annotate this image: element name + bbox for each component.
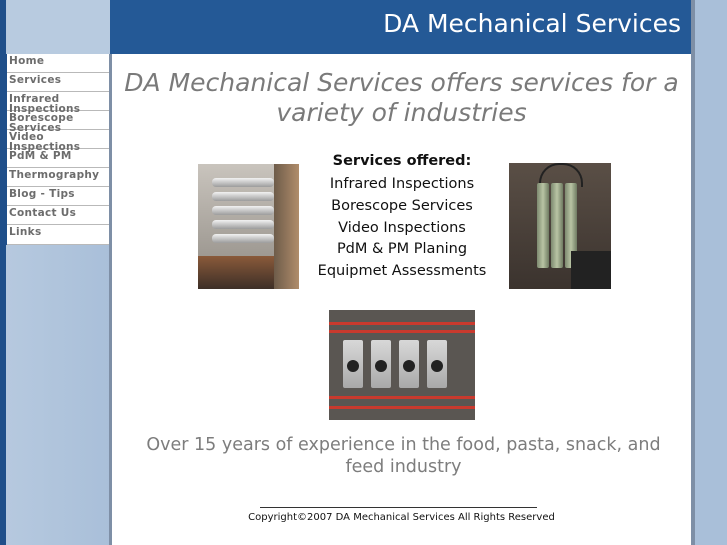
nav-item-contact-us[interactable]: Contact Us (7, 206, 109, 225)
electrical-panel-photo (329, 310, 475, 420)
service-item: Equipmet Assessments (317, 263, 487, 280)
main-content (112, 54, 691, 545)
nav-item-video-inspections[interactable]: Video Inspections (7, 130, 109, 149)
wire-shape (329, 396, 475, 399)
wire-shape (329, 406, 475, 409)
services-heading: Services offered: (332, 153, 472, 169)
dryer-base-shape (198, 256, 274, 289)
nav-item-infrared-inspections[interactable]: Infrared Inspections (7, 92, 109, 111)
copyright-notice: Copyright©2007 DA Mechanical Services All Rights Reserved (248, 512, 555, 523)
wire-shape (329, 330, 475, 333)
nav-item-services[interactable]: Services (7, 73, 109, 92)
knob-shape (347, 360, 359, 372)
wire-shape (329, 322, 475, 325)
roller-shape (212, 220, 274, 229)
roller-shape (212, 206, 274, 215)
tank-shape (571, 251, 611, 289)
service-item: Borescope Services (331, 197, 473, 214)
page-headline: DA Mechanical Services offers services for a variety of industries (124, 68, 679, 127)
nav-item-thermography[interactable]: Thermography (7, 168, 109, 187)
footer-divider (260, 507, 537, 508)
tube-shape (537, 183, 549, 268)
right-page-shadow (691, 0, 695, 545)
services-list (308, 151, 496, 283)
filter-tubes-photo (509, 163, 611, 289)
sidebar-top-block (7, 0, 110, 54)
service-item: Video Inspections (338, 219, 466, 236)
dryer-rollers-photo (198, 164, 299, 289)
site-header (110, 0, 691, 54)
service-item: Infrared Inspections (329, 176, 475, 192)
roller-shape (212, 178, 274, 187)
roller-shape (212, 234, 274, 243)
roller-shape (212, 192, 274, 201)
knob-shape (431, 360, 443, 372)
main-navigation (0, 54, 109, 245)
knob-shape (403, 360, 415, 372)
dryer-frame-shape (274, 164, 299, 289)
nav-item-pdm-pm[interactable]: PdM & PM (7, 149, 109, 168)
experience-statement: Over 15 years of experience in the food, pasta, snack, and feed industry (146, 435, 661, 477)
nav-item-blog-tips[interactable]: Blog - Tips (7, 187, 109, 206)
service-item: PdM & PM Planing (336, 241, 468, 258)
knob-shape (375, 360, 387, 372)
nav-item-links[interactable]: Links (7, 225, 109, 245)
nav-item-borescope-services[interactable]: Borescope Services (7, 111, 109, 130)
tube-shape (551, 183, 563, 268)
site-title: DA Mechanical Services (383, 9, 681, 38)
nav-item-home[interactable]: Home (7, 54, 109, 73)
